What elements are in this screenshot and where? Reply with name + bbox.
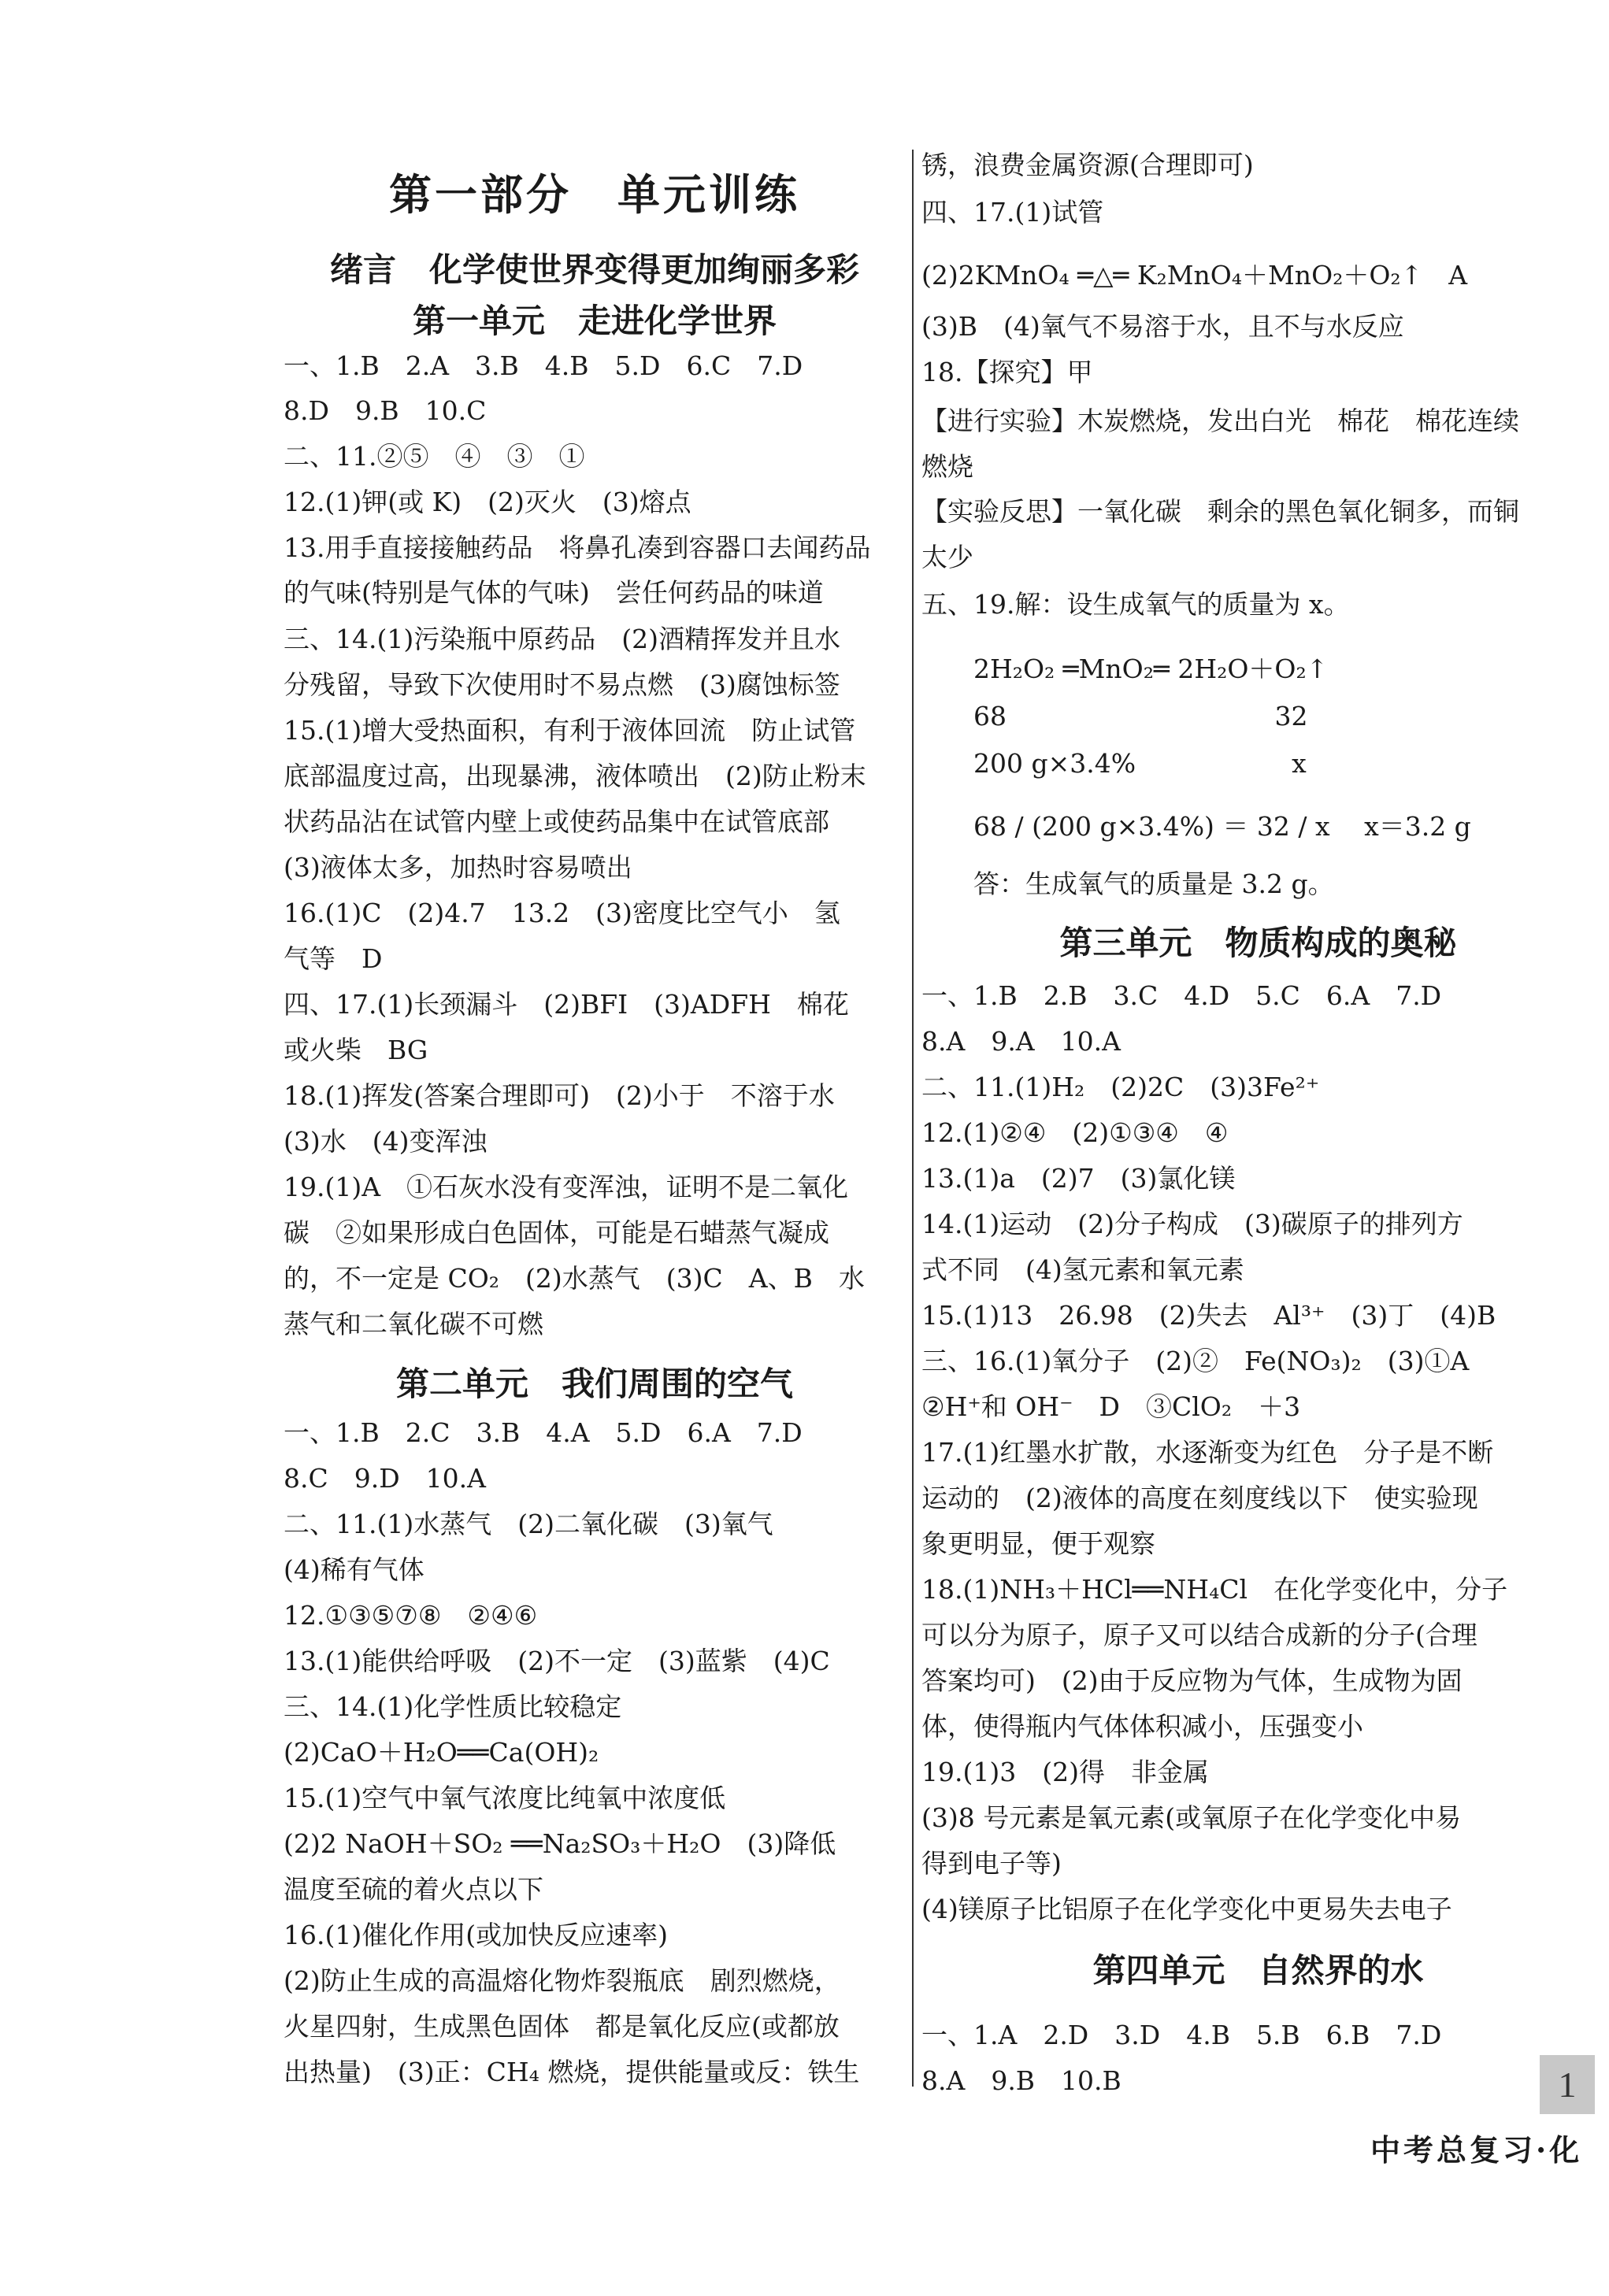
- answer-line: 气等 D: [284, 943, 383, 974]
- answer-line: 得到电子等): [921, 1848, 1062, 1879]
- answer-line: 蒸气和二氧化碳不可燃: [284, 1309, 543, 1339]
- answer-line: 或火柴 BG: [284, 1035, 428, 1065]
- answer-line: 12.(1)②④ (2)①③④ ④: [921, 1117, 1229, 1148]
- section-heading: 第一单元 走进化学世界: [412, 302, 777, 340]
- answer-line: 16.(1)C (2)4.7 13.2 (3)密度比空气小 氢: [284, 898, 840, 928]
- answer-line: 12.①③⑤⑦⑧ ②④⑥: [284, 1600, 538, 1631]
- answer-line: 19.(1)3 (2)得 非金属: [921, 1757, 1209, 1787]
- answer-line: (2)2KMnO₄ ═△═ K₂MnO₄＋MnO₂＋O₂↑ A: [921, 260, 1468, 291]
- answer-line: (2)CaO＋H₂O══Ca(OH)₂: [284, 1737, 599, 1768]
- answer-line: 一、1.A 2.D 3.D 4.B 5.B 6.B 7.D: [921, 2020, 1442, 2050]
- answer-line: 13.用手直接接触药品 将鼻孔凑到容器口去闻药品: [284, 532, 871, 563]
- answer-line: 15.(1)增大受热面积，有利于液体回流 防止试管: [284, 715, 856, 746]
- answer-line: 太少: [921, 542, 973, 572]
- answer-line: 18.【探究】甲: [921, 357, 1093, 387]
- answer-line: 四、17.(1)试管: [921, 197, 1104, 228]
- answer-line: 燃烧: [921, 451, 973, 482]
- answer-line: (3)液体太多，加热时容易喷出: [284, 852, 632, 883]
- answer-line: 68 / (200 g×3.4%) ＝ 32 / x x＝3.2 g: [921, 811, 1471, 842]
- answer-line: 一、1.B 2.A 3.B 4.B 5.D 6.C 7.D: [284, 350, 803, 381]
- page-title: 第一部分 单元训练: [389, 170, 800, 220]
- answer-line: 200 g×3.4% x: [921, 748, 1307, 779]
- answer-line: 的气味(特别是气体的气味) 尝任何药品的味道: [284, 577, 824, 608]
- answer-line: 13.(1)能供给呼吸 (2)不一定 (3)蓝紫 (4)C: [284, 1646, 830, 1676]
- section-heading: 绪言 化学使世界变得更加绚丽多彩: [329, 250, 859, 289]
- section-heading: 第三单元 物质构成的奥秘: [1059, 924, 1457, 962]
- answer-line: 二、11.(1)H₂ (2)2C (3)3Fe²⁺: [921, 1072, 1320, 1102]
- answer-line: 锈，浪费金属资源(合理即可): [921, 150, 1254, 180]
- column-divider: [912, 150, 914, 2087]
- answer-line: 四、17.(1)长颈漏斗 (2)BFI (3)ADFH 棉花: [284, 989, 849, 1020]
- answer-line: (4)稀有气体: [284, 1554, 424, 1585]
- answer-line: 12.(1)钾(或 K) (2)灭火 (3)熔点: [284, 487, 691, 517]
- answer-line: 答案均可) (2)由于反应物为气体，生成物为固: [921, 1665, 1463, 1696]
- answer-line: (3)B (4)氧气不易溶于水，且不与水反应: [921, 311, 1404, 342]
- answer-line: (2)2 NaOH＋SO₂ ══Na₂SO₃＋H₂O (3)降低: [284, 1828, 836, 1859]
- answer-line: (3)8 号元素是氧元素(或氧原子在化学变化中易: [921, 1802, 1462, 1833]
- answer-line: 二、11.②⑤ ④ ③ ①: [284, 441, 585, 472]
- answer-line: 可以分为原子，原子又可以结合成新的分子(合理: [921, 1620, 1477, 1650]
- answer-line: 底部温度过高，出现暴沸，液体喷出 (2)防止粉末: [284, 761, 866, 791]
- answer-line: 象更明显，便于观察: [921, 1528, 1155, 1559]
- answer-line: 14.(1)运动 (2)分子构成 (3)碳原子的排列方: [921, 1209, 1463, 1239]
- answer-line: 二、11.(1)水蒸气 (2)二氧化碳 (3)氧气: [284, 1509, 773, 1539]
- answer-line: 三、16.(1)氧分子 (2)② Fe(NO₃)₂ (3)①A: [921, 1346, 1470, 1376]
- answer-line: (3)水 (4)变浑浊: [284, 1126, 488, 1157]
- section-heading: 第四单元 自然界的水: [1092, 1951, 1424, 1990]
- answer-line: 状药品沾在试管内壁上或使药品集中在试管底部: [284, 806, 829, 837]
- answer-line: 碳 ②如果形成白色固体，可能是石蜡蒸气凝成: [284, 1217, 829, 1248]
- answer-line: 8.A 9.B 10.B: [921, 2065, 1121, 2096]
- section-heading: 第二单元 我们周围的空气: [395, 1365, 793, 1403]
- answer-line: 8.C 9.D 10.A: [284, 1463, 486, 1494]
- answer-line: 15.(1)空气中氧气浓度比纯氧中浓度低: [284, 1783, 726, 1813]
- answer-line: 体，使得瓶内气体体积减小，压强变小: [921, 1711, 1363, 1742]
- answer-line: 五、19.解：设生成氧气的质量为 x。: [921, 589, 1350, 620]
- answer-line: 运动的 (2)液体的高度在刻度线以下 使实验现: [921, 1483, 1478, 1513]
- answer-line: 【实验反思】一氧化碳 剩余的黑色氧化铜多，而铜: [921, 496, 1519, 527]
- answer-line: 温度至硫的着火点以下: [284, 1874, 543, 1905]
- answer-line: 三、14.(1)化学性质比较稳定: [284, 1691, 622, 1722]
- answer-line: 15.(1)13 26.98 (2)失去 Al³⁺ (3)丁 (4)B: [921, 1300, 1496, 1331]
- answer-line: 式不同 (4)氢元素和氧元素: [921, 1254, 1244, 1285]
- answer-line: 8.A 9.A 10.A: [921, 1026, 1121, 1057]
- answer-line: 一、1.B 2.C 3.B 4.A 5.D 6.A 7.D: [284, 1417, 803, 1448]
- answer-line: 的，不一定是 CO₂ (2)水蒸气 (3)C A、B 水: [284, 1263, 865, 1294]
- answer-line: 16.(1)催化作用(或加快反应速率): [284, 1920, 668, 1950]
- answer-line: 68 32: [921, 701, 1308, 731]
- answer-line: 分残留，导致下次使用时不易点燃 (3)腐蚀标签: [284, 669, 840, 700]
- answer-line: ②H⁺和 OH⁻ D ③ClO₂ ＋3: [921, 1391, 1301, 1422]
- answer-line: 18.(1)NH₃＋HCl══NH₄Cl 在化学变化中，分子: [921, 1574, 1508, 1605]
- answer-line: 一、1.B 2.B 3.C 4.D 5.C 6.A 7.D: [921, 980, 1442, 1011]
- answer-line: (2)防止生成的高温熔化物炸裂瓶底 剧烈燃烧，: [284, 1965, 840, 1996]
- answer-line: (4)镁原子比铝原子在化学变化中更易失去电子: [921, 1894, 1452, 1924]
- answer-line: 出热量) (3)正：CH₄ 燃烧，提供能量或反：铁生: [284, 2057, 860, 2087]
- answer-line: 2H₂O₂ ═MnO₂═ 2H₂O＋O₂↑: [921, 654, 1329, 684]
- footer-label: 中考总复习·化: [1370, 2132, 1583, 2168]
- answer-line: 19.(1)A ①石灰水没有变浑浊，证明不是二氧化: [284, 1172, 849, 1202]
- answer-line: 17.(1)红墨水扩散，水逐渐变为红色 分子是不断: [921, 1437, 1494, 1468]
- answer-line: 8.D 9.B 10.C: [284, 395, 487, 426]
- answer-line: 三、14.(1)污染瓶中原药品 (2)酒精挥发并且水: [284, 624, 840, 654]
- page-number: 1: [1540, 2055, 1595, 2114]
- answer-line: 答：生成氧气的质量是 3.2 g。: [921, 868, 1334, 899]
- answer-line: 13.(1)a (2)7 (3)氯化镁: [921, 1163, 1236, 1194]
- answer-line: 【进行实验】木炭燃烧，发出白光 棉花 棉花连续: [921, 406, 1519, 436]
- answer-line: 火星四射，生成黑色固体 都是氧化反应(或都放: [284, 2011, 840, 2042]
- answer-line: 18.(1)挥发(答案合理即可) (2)小于 不溶于水: [284, 1080, 835, 1111]
